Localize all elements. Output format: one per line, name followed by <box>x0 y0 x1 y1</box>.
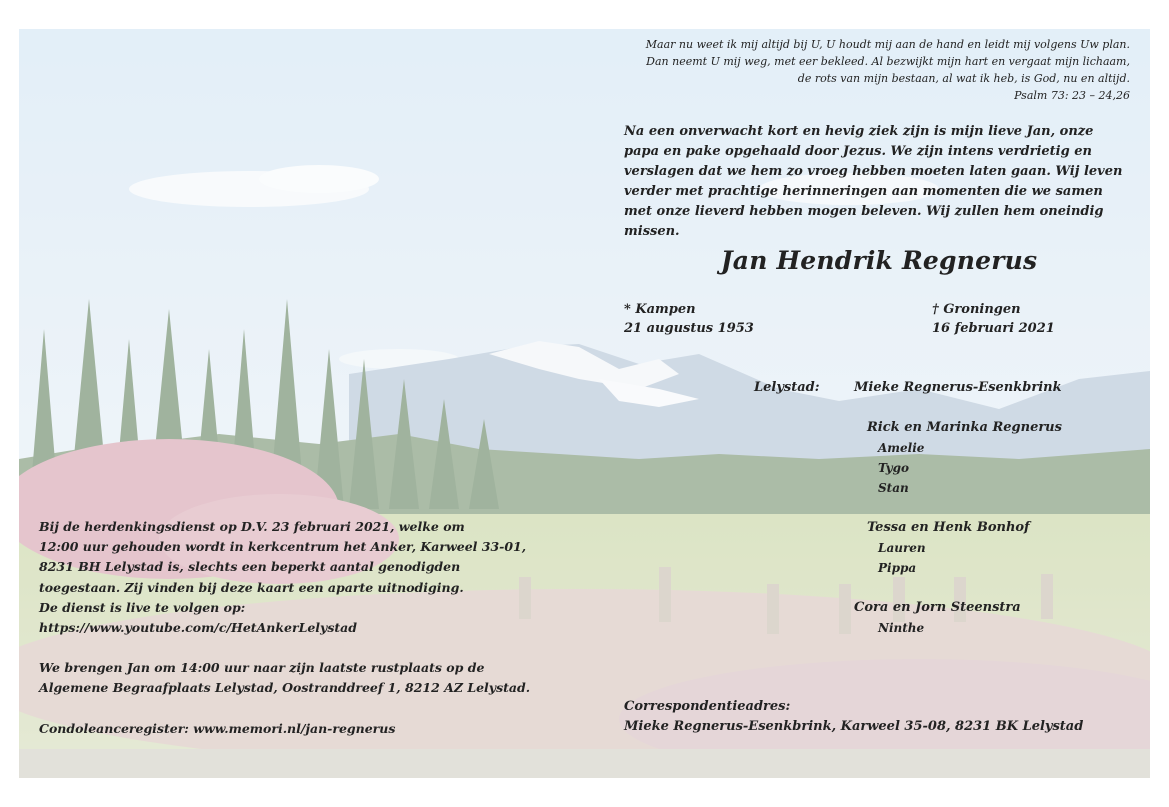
death-info <box>932 300 1055 338</box>
birth-info <box>624 300 754 338</box>
family-couple: Tessa en Henk Bonhof <box>867 520 1030 535</box>
correspondence-block <box>624 697 1083 737</box>
verse-reference: Psalm 73: 23 – 24,26 <box>1014 89 1130 102</box>
birth-date: 21 augustus 1953 <box>624 321 754 336</box>
correspondence-address: Mieke Regnerus-Esenkbrink, Karweel 35-08, 8231 BK Lelystad <box>624 719 1084 734</box>
family-child: Stan <box>878 481 909 495</box>
service-info <box>39 517 569 739</box>
verse-line: de rots van mijn bestaan, al wat ik heb, is God, nu en altijd. <box>797 72 1130 85</box>
verse-line: Maar nu weet ik mij altijd bij U, U houdt mij aan de hand en leidt mij volgens Uw plan. <box>645 38 1130 51</box>
family-couple: Rick en Marinka Regnerus <box>867 420 1062 435</box>
correspondence-label: Correspondentieadres: <box>624 699 791 714</box>
service-line: Bij de herdenkingsdienst op D.V. 23 februari 2021, welke om <box>39 519 465 534</box>
birth-place: * Kampen <box>624 302 696 317</box>
deceased-name: Jan Hendrik Regnerus <box>720 246 1038 275</box>
livestream-link[interactable]: https://www.youtube.com/c/HetAnkerLelystad <box>39 620 357 636</box>
card-background <box>19 29 1150 778</box>
death-place: † Groningen <box>932 302 1021 317</box>
burial-line: We brengen Jan om 14:00 uur naar zijn laatste rustplaats op de <box>39 660 485 676</box>
family-child: Amelie <box>878 441 925 455</box>
burial-line: Algemene Begraafplaats Lelystad, Oostranddreef 1, 8212 AZ Lelystad. <box>39 680 531 696</box>
verse-line: Dan neemt U mij weg, met eer bekleed. Al bezwijkt mijn hart en vergaat mijn lichaam, <box>646 55 1130 68</box>
death-date: 16 februari 2021 <box>932 321 1055 336</box>
service-line: toegestaan. Zij vinden bij deze kaart een aparte uitnodiging. <box>39 579 464 595</box>
family-spouse: Mieke Regnerus-Esenkbrink <box>854 380 1062 395</box>
service-line: 12:00 uur gehouden wordt in kerkcentrum het Anker, Karweel 33-01, <box>39 539 527 555</box>
psalm-verse <box>646 36 1130 104</box>
family-child: Ninthe <box>878 621 925 635</box>
family-child: Pippa <box>878 561 917 575</box>
family-child: Lauren <box>878 541 926 555</box>
family-location: Lelystad: <box>754 380 820 395</box>
service-line: De dienst is live te volgen op: <box>39 599 246 615</box>
condolence-register-link[interactable]: Condoleanceregister: www.memori.nl/jan-regnerus <box>39 720 396 736</box>
family-child: Tygo <box>878 461 909 475</box>
family-couple: Cora en Jorn Steenstra <box>854 600 1021 615</box>
service-line: 8231 BH Lelystad is, slechts een beperkt aantal genodigden <box>39 559 461 575</box>
intro-paragraph: Na een onverwacht kort en hevig ziek zijn is mijn lieve Jan, onze papa en pake opgehaald door Jezus. We zijn intens verdrietig en verslagen dat we hem zo vroeg hebben moeten laten gaan. Wij leven verder met prachtige herinneringen aan momenten die we samen met onze lieverd hebben mogen beleven. Wij zullen hem oneindig missen. <box>624 124 1123 239</box>
